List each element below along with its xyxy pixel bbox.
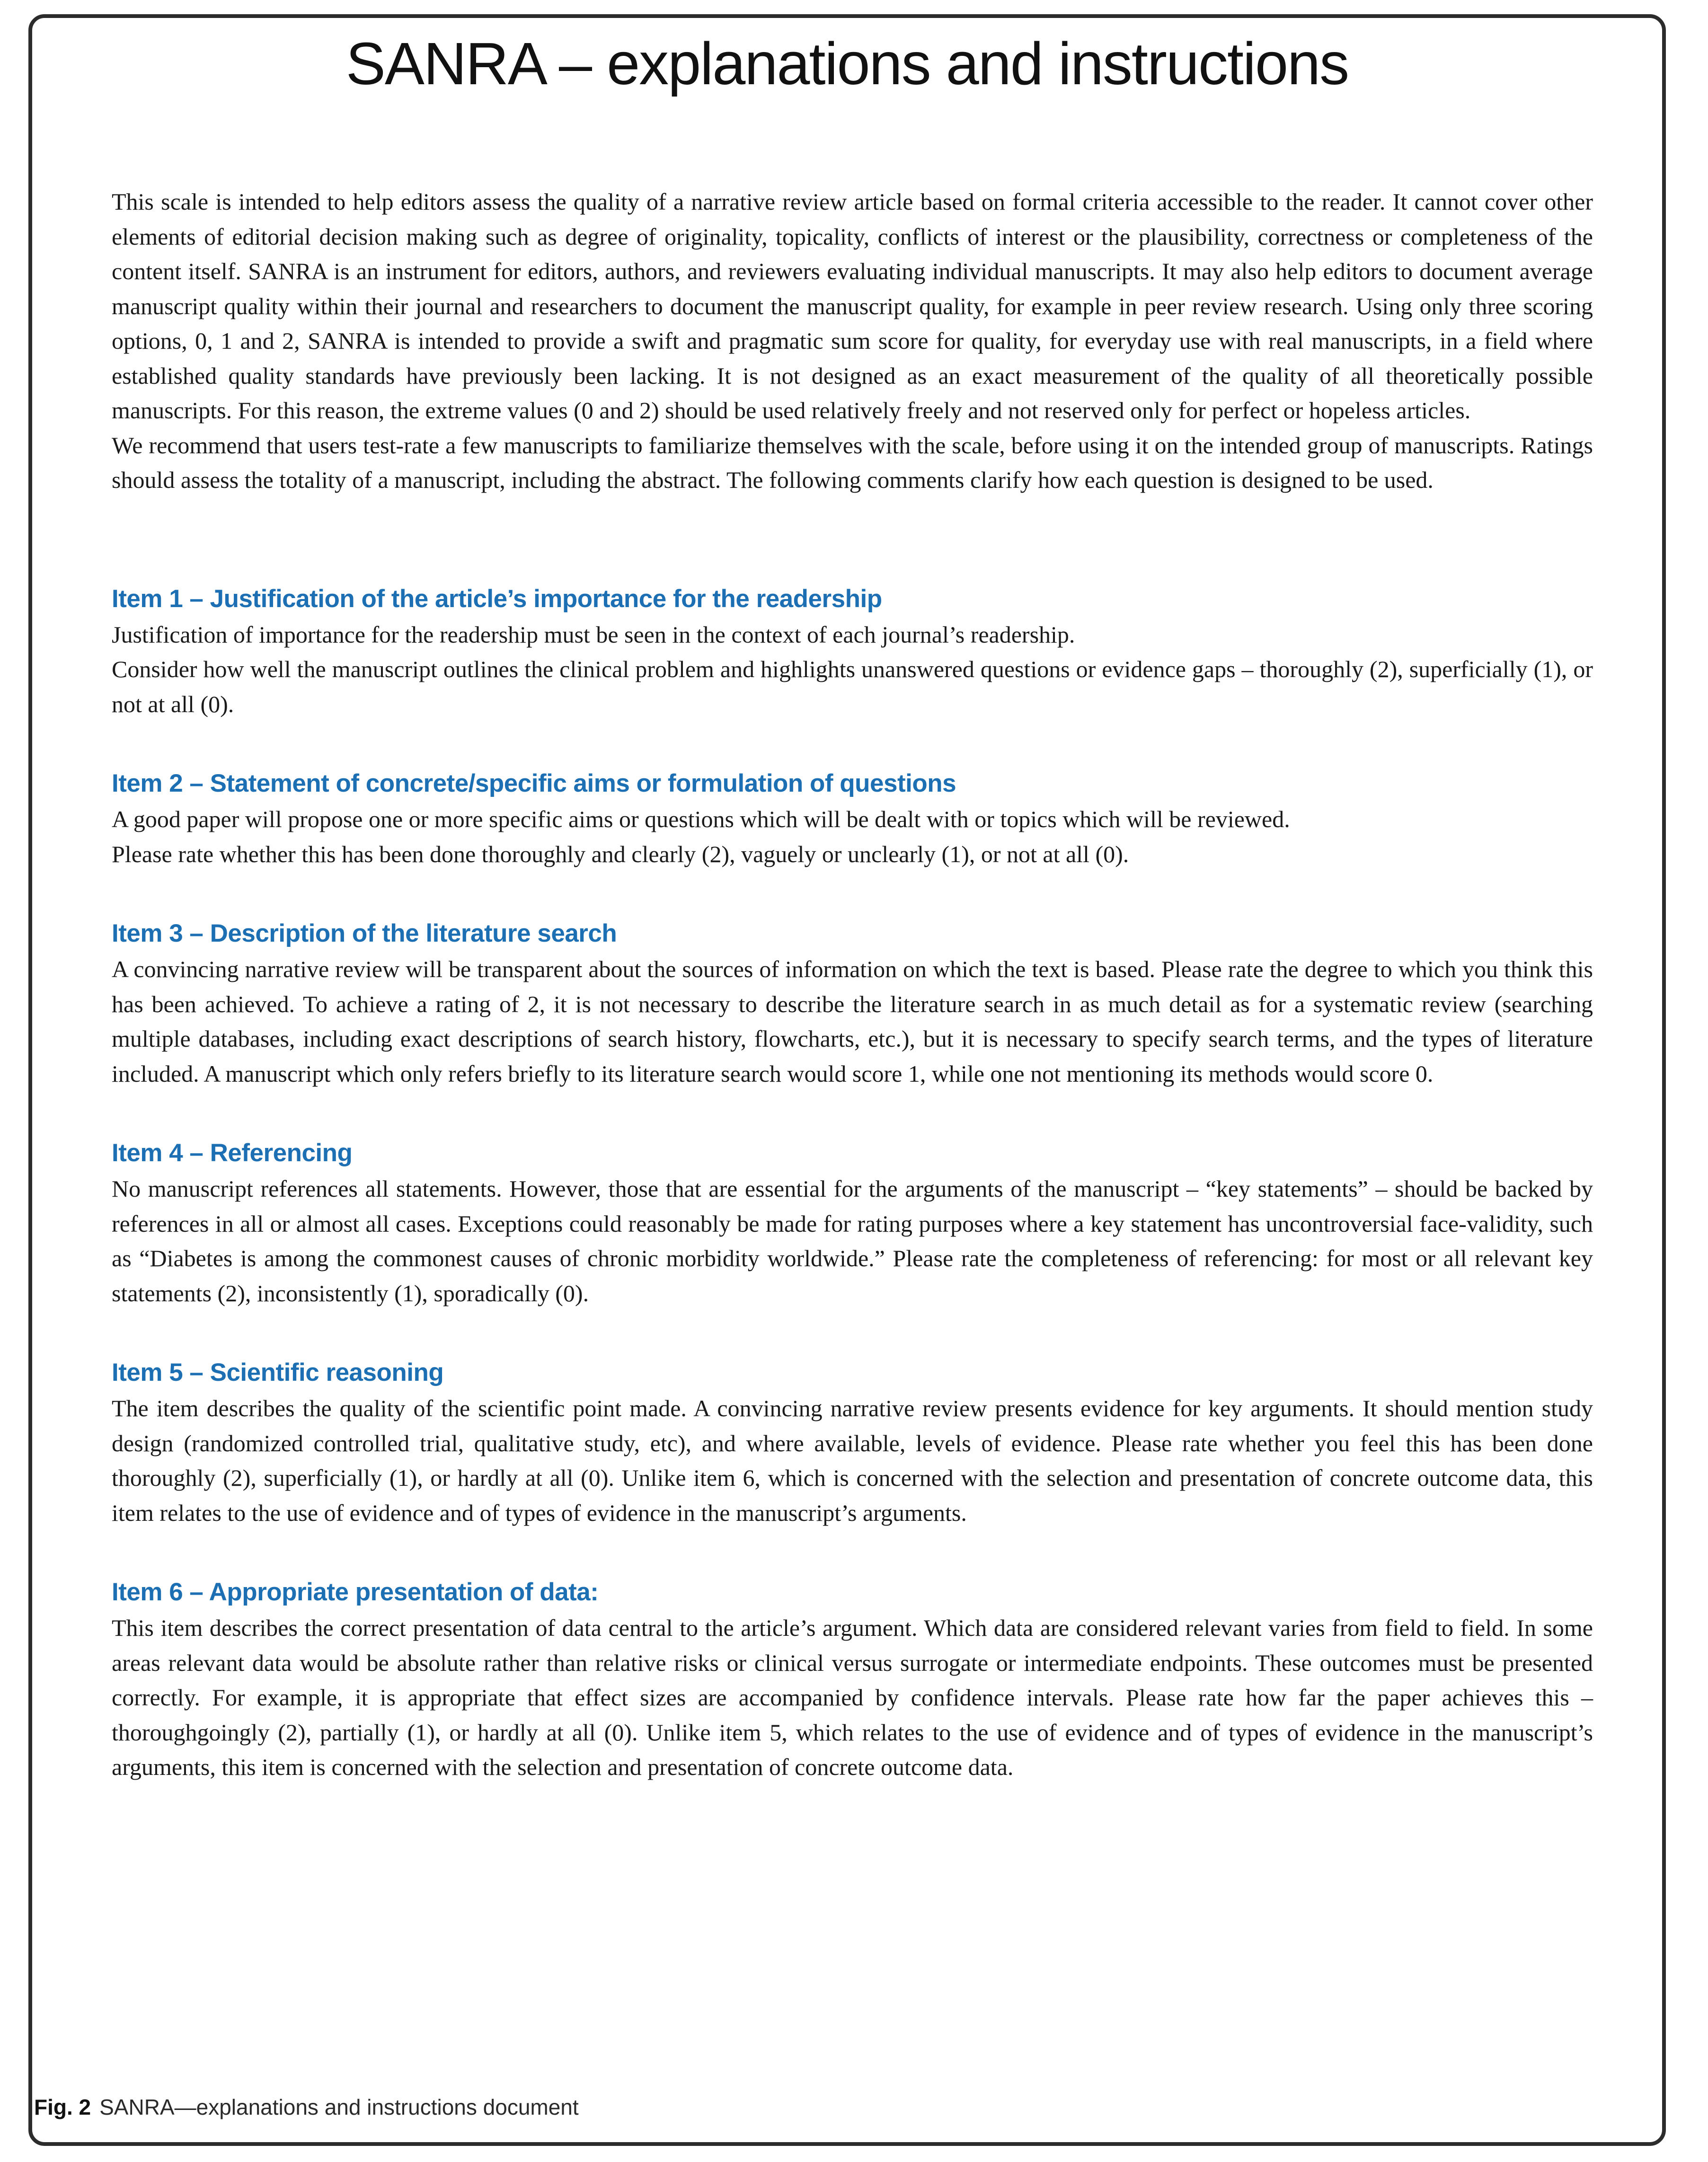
item-section	[112, 1354, 1593, 1530]
item-text: Justification of importance for the readership must be seen in the context of each journal’s readership.	[112, 621, 1075, 648]
item-text: A convincing narrative review will be transparent about the sources of information on which the text is based. Please rate the degree to which you think this has been achieved. To achieve a rating of 2, it is not necessary to describe the literature search in as much detail as for a systematic review (searching multiple databases, including exact descriptions of search history, flowcharts, etc.), but it is necessary to specify search terms, and the types of literature included. A manuscript which only refers briefly to its literature search would score 1, while one not mentioning its methods would score 0.	[112, 956, 1593, 1087]
item-text: Consider how well the manuscript outlines the clinical problem and highlights unanswered questions or evidence gaps – thoroughly (2), superficially (1), or not at all (0).	[112, 656, 1593, 717]
item-text: A good paper will propose one or more specific aims or questions which will be dealt with or topics which will be reviewed.	[112, 806, 1290, 832]
figure-caption	[34, 2091, 579, 2124]
item-text: The item describes the quality of the scientific point made. A convincing narrative review presents evidence for key arguments. It should mention study design (randomized controlled trial, qualitative study, etc), and where available, levels of evidence. Please rate whether you feel this has been done thoroughly (2), superficially (1), or hardly at all (0). Unlike item 6, which is concerned with the selection and presentation of concrete outcome data, this item relates to the use of evidence and of types of evidence in the manuscript’s arguments.	[112, 1395, 1593, 1526]
item-heading: Item 6 – Appropriate presentation of data:	[112, 1578, 599, 1606]
item-section	[112, 1135, 1593, 1311]
item-heading: Item 5 – Scientific reasoning	[112, 1359, 444, 1386]
figure-label: Fig. 2	[34, 2095, 91, 2119]
item-section	[112, 915, 1593, 1091]
item-section	[112, 581, 1593, 722]
item-text: Please rate whether this has been done thoroughly and clearly (2), vaguely or unclearly (1), or not at all (0).	[112, 840, 1129, 867]
intro-paragraph: This scale is intended to help editors assess the quality of a narrative review article based on formal criteria accessible to the reader. It cannot cover other elements of editorial decision making such as degree of originality, topicality, conflicts of interest or the plausibility, correctness or completeness of the content itself. SANRA is an instrument for editors, authors, and reviewers evaluating individual manuscripts. It may also help editors to document average manuscript quality within their journal and researchers to document the manuscript quality, for example in peer review research. Using only three scoring options, 0, 1 and 2, SANRA is intended to provide a swift and pragmatic sum score for quality, for everyday use with real manuscripts, in a field where established quality standards have previously been lacking. It is not designed as an exact measurement of the quality of all theoretically possible manuscripts. For this reason, the extreme values (0 and 2) should be used relatively freely and not reserved only for perfect or hopeless articles.	[112, 188, 1593, 424]
item-heading: Item 3 – Description of the literature search	[112, 919, 617, 947]
item-heading: Item 2 – Statement of concrete/specific aims or formulation of questions	[112, 769, 956, 797]
item-heading: Item 4 – Referencing	[112, 1139, 353, 1167]
document-body	[112, 185, 1593, 1828]
item-section	[112, 1574, 1593, 1785]
item-heading: Item 1 – Justification of the article’s importance for the readership	[112, 584, 882, 613]
item-section	[112, 765, 1593, 872]
document-title: SANRA – explanations and instructions	[345, 30, 1349, 97]
item-text: No manuscript references all statements. However, those that are essential for the arguments of the manuscript – “key statements” – should be backed by references in all or almost all cases. Exceptions could reasonably be made for rating purposes where a key statement has uncontroversial face-validity, such as “Diabetes is among the commonest causes of chronic morbidity worldwide.” Please rate the completeness of referencing: for most or all relevant key statements (2), inconsistently (1), sporadically (0).	[112, 1175, 1593, 1306]
figure-caption-text: SANRA—explanations and instructions document	[99, 2095, 579, 2119]
item-list	[112, 581, 1593, 1785]
item-text: This item describes the correct presentation of data central to the article’s argument. Which data are considered relevant varies from field to field. In some areas relevant data would be absolute rather than relative risks or clinical versus surrogate or intermediate endpoints. These outcomes must be presented correctly. For example, it is appropriate that effect sizes are accompanied by confidence intervals. Please rate how far the paper achieves this – thoroughgoingly (2), partially (1), or hardly at all (0). Unlike item 5, which relates to the use of evidence and of types of evidence in the manuscript’s arguments, this item is concerned with the selection and presentation of concrete outcome data.	[112, 1615, 1593, 1780]
intro-paragraph: We recommend that users test-rate a few manuscripts to familiarize themselves with the scale, before using it on the intended group of manuscripts. Ratings should assess the totality of a manuscript, including the abstract. The following comments clarify how each question is designed to be used.	[112, 432, 1593, 493]
